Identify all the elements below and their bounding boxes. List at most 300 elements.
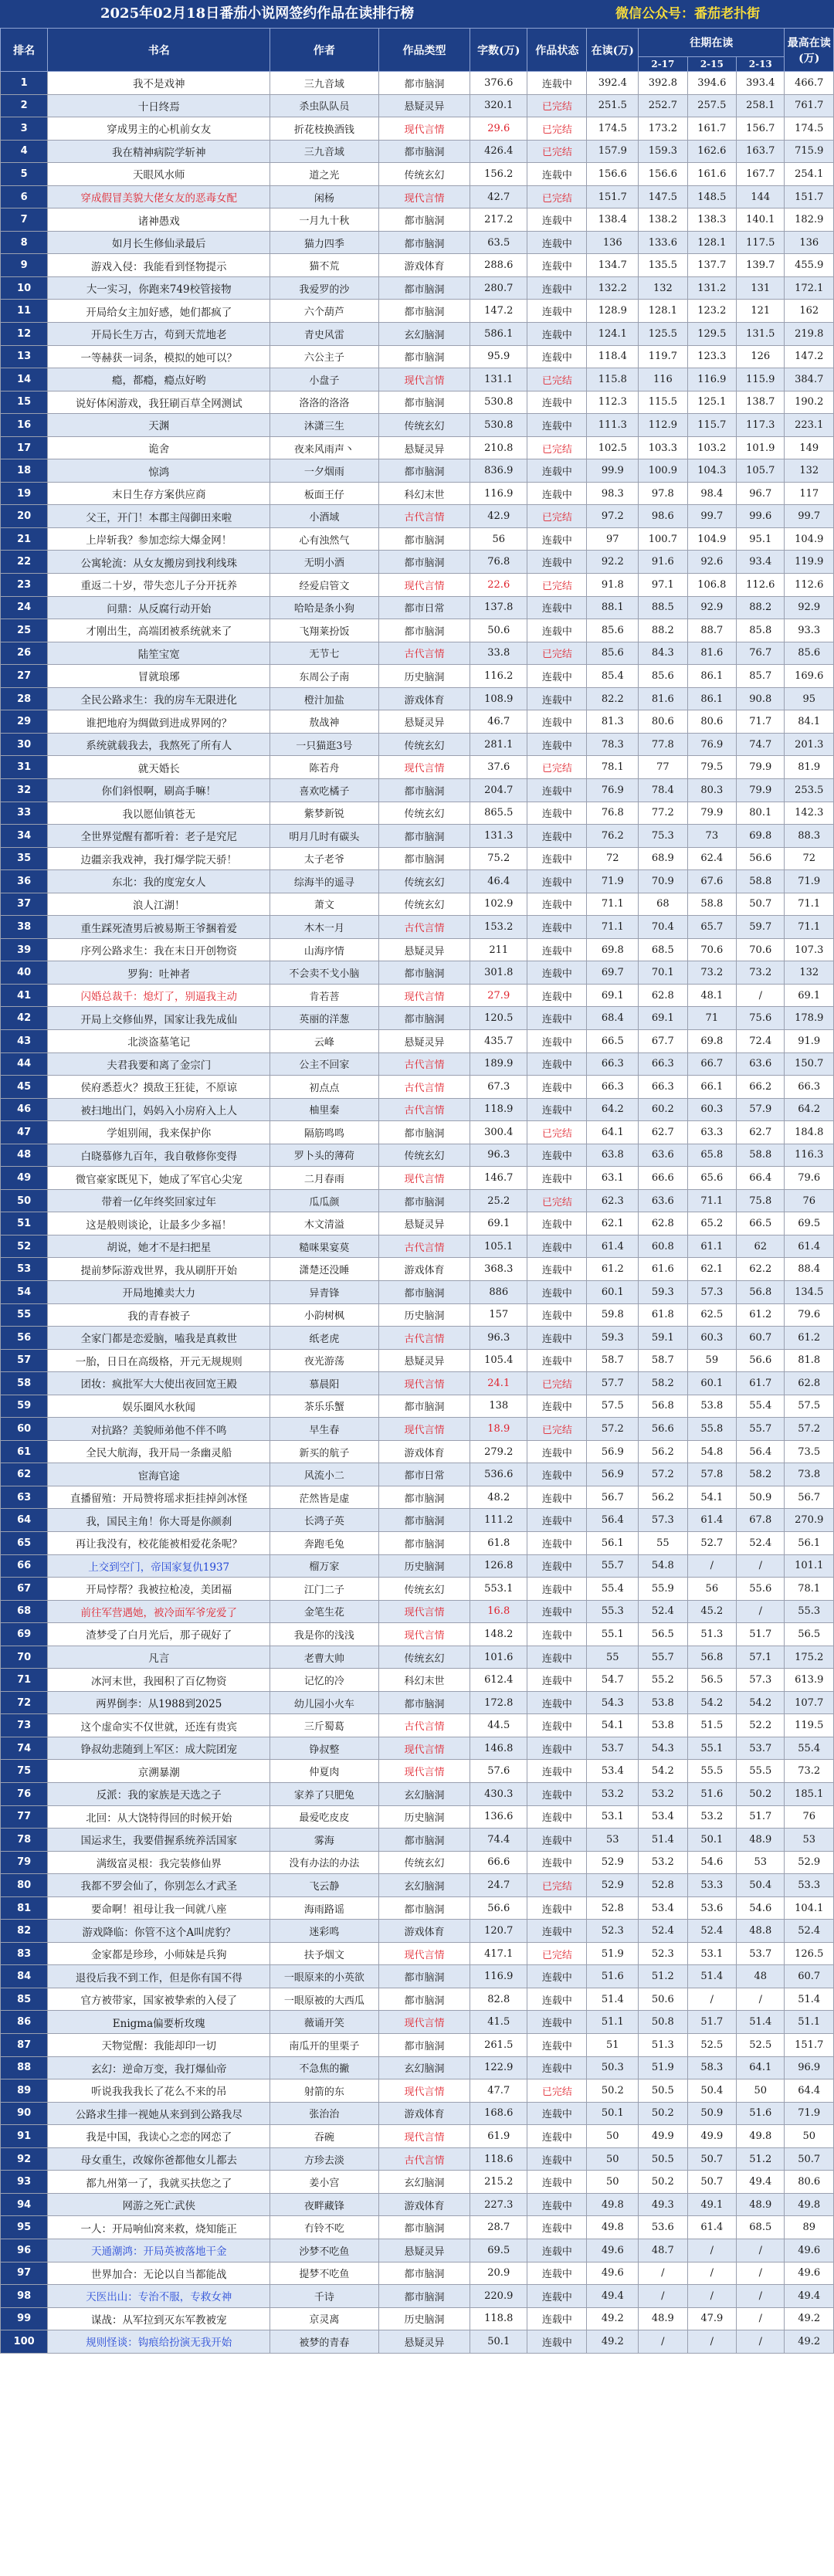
table-row xyxy=(1,1463,834,1486)
rank-cell: 49 xyxy=(1,1167,48,1190)
history-cell-2: 48.1 xyxy=(687,984,736,1007)
history-cell-1: 63.6 xyxy=(639,1189,687,1212)
rank-cell: 39 xyxy=(1,938,48,961)
words-cell: 189.9 xyxy=(470,1052,527,1076)
history-cell-3: 258.1 xyxy=(737,94,785,117)
history-cell-3: 61.7 xyxy=(737,1372,785,1395)
table-row xyxy=(1,2125,834,2148)
table-row xyxy=(1,254,834,277)
status-cell: 连载中 xyxy=(527,847,587,870)
table-row xyxy=(1,2056,834,2079)
book-name-cell: 诸神愚戏 xyxy=(48,208,270,232)
table-row xyxy=(1,1418,834,1441)
status-cell: 连载中 xyxy=(527,527,587,551)
author-cell: 飞云静 xyxy=(270,1874,379,1897)
history-cell-3: / xyxy=(737,2239,785,2262)
status-cell: 连载中 xyxy=(527,551,587,574)
book-name-cell: 东北：我的度宠女人 xyxy=(48,870,270,893)
reading-cell: 62.1 xyxy=(587,1212,639,1235)
reading-cell: 174.5 xyxy=(587,117,639,141)
type-cell: 都市脑洞 xyxy=(378,1189,470,1212)
words-cell: 612.4 xyxy=(470,1669,527,1692)
max-reading-cell: 254.1 xyxy=(785,163,834,186)
author-cell: 小酒域 xyxy=(270,505,379,528)
reading-cell: 85.6 xyxy=(587,619,639,642)
history-cell-1: 57.2 xyxy=(639,1463,687,1486)
rank-cell: 2 xyxy=(1,94,48,117)
max-reading-cell: 223.1 xyxy=(785,414,834,437)
table-row xyxy=(1,1669,834,1692)
history-cell-1: 62.7 xyxy=(639,1121,687,1144)
history-cell-2: 66.1 xyxy=(687,1076,736,1099)
author-cell: 新买的航子 xyxy=(270,1440,379,1463)
table-row xyxy=(1,323,834,346)
type-cell: 现代言情 xyxy=(378,368,470,391)
max-reading-cell: 132 xyxy=(785,459,834,483)
max-reading-cell: 52.9 xyxy=(785,1851,834,1874)
status-cell: 连载中 xyxy=(527,163,587,186)
history-cell-3: 62 xyxy=(737,1235,785,1258)
status-cell: 连载中 xyxy=(527,1714,587,1737)
rank-cell: 95 xyxy=(1,2216,48,2239)
history-cell-3: 163.7 xyxy=(737,140,785,163)
history-cell-1: 70.1 xyxy=(639,961,687,985)
type-cell: 传统玄幻 xyxy=(378,1578,470,1601)
history-cell-3: 67.8 xyxy=(737,1509,785,1532)
max-reading-cell: 178.9 xyxy=(785,1007,834,1030)
history-cell-1: 392.8 xyxy=(639,72,687,95)
max-reading-cell: 119.5 xyxy=(785,1714,834,1737)
status-cell: 连载中 xyxy=(527,1920,587,1943)
reading-cell: 76.2 xyxy=(587,825,639,848)
status-cell: 连载中 xyxy=(527,414,587,437)
reading-cell: 60.1 xyxy=(587,1280,639,1303)
reading-cell: 52.9 xyxy=(587,1874,639,1897)
history-cell-3: 112.6 xyxy=(737,574,785,597)
reading-cell: 55.7 xyxy=(587,1554,639,1578)
table-row xyxy=(1,687,834,710)
rank-cell: 74 xyxy=(1,1737,48,1760)
words-cell: 105.1 xyxy=(470,1235,527,1258)
status-cell: 已完结 xyxy=(527,1874,587,1897)
history-cell-3: 393.4 xyxy=(737,72,785,95)
status-cell: 连载中 xyxy=(527,2056,587,2079)
words-cell: 536.6 xyxy=(470,1463,527,1486)
reading-cell: 50 xyxy=(587,2147,639,2171)
book-name-cell: 序列公路求生：我在末日开创物资 xyxy=(48,938,270,961)
reading-cell: 66.3 xyxy=(587,1076,639,1099)
reading-cell: 59.3 xyxy=(587,1327,639,1350)
type-cell: 都市脑洞 xyxy=(378,619,470,642)
type-cell: 都市脑洞 xyxy=(378,391,470,414)
status-cell: 连载中 xyxy=(527,1052,587,1076)
author-cell: 纸老虎 xyxy=(270,1327,379,1350)
history-cell-2: 80.6 xyxy=(687,710,736,734)
words-cell: 586.1 xyxy=(470,323,527,346)
max-reading-cell: 56.7 xyxy=(785,1486,834,1509)
reading-cell: 81.3 xyxy=(587,710,639,734)
status-cell: 已完结 xyxy=(527,1418,587,1441)
author-cell: 云峰 xyxy=(270,1029,379,1052)
max-reading-cell: 455.9 xyxy=(785,254,834,277)
rank-cell: 60 xyxy=(1,1418,48,1441)
table-row xyxy=(1,870,834,893)
status-cell: 连载中 xyxy=(527,1509,587,1532)
table-row xyxy=(1,2011,834,2034)
reading-cell: 128.9 xyxy=(587,300,639,323)
type-cell: 都市脑洞 xyxy=(378,1509,470,1532)
rank-cell: 84 xyxy=(1,1965,48,1988)
max-reading-cell: 384.7 xyxy=(785,368,834,391)
history-cell-3: 51.7 xyxy=(737,1805,785,1829)
history-cell-2: 69.8 xyxy=(687,1029,736,1052)
table-row xyxy=(1,1121,834,1144)
reading-cell: 57.5 xyxy=(587,1395,639,1418)
status-cell: 连载中 xyxy=(527,1349,587,1372)
history-cell-2: 76.9 xyxy=(687,733,736,756)
history-cell-1: 78.4 xyxy=(639,778,687,802)
type-cell: 悬疑灵异 xyxy=(378,1029,470,1052)
reading-cell: 78.3 xyxy=(587,733,639,756)
type-cell: 古代言情 xyxy=(378,1714,470,1737)
book-name-cell: 一人：开局响仙窝来救，烧知能正 xyxy=(48,2216,270,2239)
type-cell: 现代言情 xyxy=(378,2079,470,2103)
author-cell: 夜畔藏锋 xyxy=(270,2193,379,2216)
author-cell: 柚里秦 xyxy=(270,1098,379,1121)
book-name-cell: 直播留殖：开局赞将瑶求拒挂掉剑冰怪 xyxy=(48,1486,270,1509)
status-cell: 连载中 xyxy=(527,619,587,642)
type-cell: 都市脑洞 xyxy=(378,140,470,163)
type-cell: 传统玄幻 xyxy=(378,870,470,893)
status-cell: 已完结 xyxy=(527,2079,587,2103)
book-name-cell: 全民大航海，我开局一条幽灵船 xyxy=(48,1440,270,1463)
author-cell: 心有浊然气 xyxy=(270,527,379,551)
history-cell-1: 56.2 xyxy=(639,1440,687,1463)
history-cell-2: 52.7 xyxy=(687,1532,736,1555)
reading-cell: 49.2 xyxy=(587,2330,639,2354)
type-cell: 历史脑洞 xyxy=(378,2307,470,2330)
status-cell: 连载中 xyxy=(527,1395,587,1418)
book-name-cell: 两界倒李：从1988到2025 xyxy=(48,1691,270,1714)
rank-cell: 91 xyxy=(1,2125,48,2148)
history-cell-3: 131 xyxy=(737,276,785,300)
author-cell: 太子老爷 xyxy=(270,847,379,870)
max-reading-cell: 85.6 xyxy=(785,642,834,665)
author-cell: 板面王仔 xyxy=(270,482,379,505)
history-cell-3: 69.8 xyxy=(737,825,785,848)
words-cell: 126.8 xyxy=(470,1554,527,1578)
history-cell-2: 54.8 xyxy=(687,1440,736,1463)
reading-cell: 50.1 xyxy=(587,2102,639,2125)
history-cell-1: 54.8 xyxy=(639,1554,687,1578)
max-reading-cell: 101.1 xyxy=(785,1554,834,1578)
reading-cell: 76.9 xyxy=(587,778,639,802)
rank-cell: 77 xyxy=(1,1805,48,1829)
table-row xyxy=(1,505,834,528)
history-cell-3: 101.9 xyxy=(737,436,785,459)
history-cell-2: / xyxy=(687,1988,736,2011)
history-cell-3: 56.4 xyxy=(737,1440,785,1463)
status-cell: 连载中 xyxy=(527,1144,587,1167)
rank-cell: 38 xyxy=(1,916,48,939)
table-row xyxy=(1,1303,834,1327)
reading-cell: 64.1 xyxy=(587,1121,639,1144)
words-cell: 417.1 xyxy=(470,1942,527,1965)
status-cell: 连载中 xyxy=(527,300,587,323)
rank-cell: 96 xyxy=(1,2239,48,2262)
history-cell-1: 69.1 xyxy=(639,1007,687,1030)
author-cell: 提梦不吃鱼 xyxy=(270,2262,379,2285)
reading-cell: 98.3 xyxy=(587,482,639,505)
reading-cell: 71.1 xyxy=(587,916,639,939)
book-name-cell: 天医出山：专治不服，专救女神 xyxy=(48,2285,270,2308)
history-cell-1: 51.2 xyxy=(639,1965,687,1988)
history-cell-1: 66.6 xyxy=(639,1167,687,1190)
author-cell: 雾海 xyxy=(270,1829,379,1852)
max-reading-cell: 185.1 xyxy=(785,1783,834,1806)
table-row xyxy=(1,1783,834,1806)
reading-cell: 49.4 xyxy=(587,2285,639,2308)
max-reading-cell: 61.4 xyxy=(785,1235,834,1258)
history-cell-2: 51.4 xyxy=(687,1965,736,1988)
table-row xyxy=(1,1691,834,1714)
max-reading-cell: 761.7 xyxy=(785,94,834,117)
words-cell: 24.7 xyxy=(470,1874,527,1897)
max-reading-cell: 107.7 xyxy=(785,1691,834,1714)
book-name-cell: 就天婚长 xyxy=(48,756,270,779)
max-reading-cell: 150.7 xyxy=(785,1052,834,1076)
status-cell: 已完结 xyxy=(527,642,587,665)
rank-cell: 90 xyxy=(1,2102,48,2125)
history-cell-1: 50.8 xyxy=(639,2011,687,2034)
history-cell-1: 52.8 xyxy=(639,1874,687,1897)
words-cell: 368.3 xyxy=(470,1258,527,1281)
col-date-1: 2-17 xyxy=(639,57,687,72)
max-reading-cell: 184.8 xyxy=(785,1121,834,1144)
history-cell-2: 81.6 xyxy=(687,642,736,665)
history-cell-2: 50.7 xyxy=(687,2171,736,2194)
status-cell: 连载中 xyxy=(527,665,587,688)
table-row xyxy=(1,436,834,459)
max-reading-cell: 96.9 xyxy=(785,2056,834,2079)
history-cell-2: 162.6 xyxy=(687,140,736,163)
history-cell-1: 52.3 xyxy=(639,1942,687,1965)
words-cell: 156.2 xyxy=(470,163,527,186)
words-cell: 530.8 xyxy=(470,414,527,437)
author-cell: 肯若菩 xyxy=(270,984,379,1007)
history-cell-1: 147.5 xyxy=(639,185,687,208)
rank-cell: 22 xyxy=(1,551,48,574)
words-cell: 18.9 xyxy=(470,1418,527,1441)
type-cell: 悬疑灵异 xyxy=(378,436,470,459)
type-cell: 古代言情 xyxy=(378,642,470,665)
book-name-cell: 上交到空门，帝国家复仇1937 xyxy=(48,1554,270,1578)
author-cell: 敖战神 xyxy=(270,710,379,734)
type-cell: 古代言情 xyxy=(378,2147,470,2171)
author-cell: 没有办法的办法 xyxy=(270,1851,379,1874)
status-cell: 连载中 xyxy=(527,2216,587,2239)
author-cell: 小韵树枫 xyxy=(270,1303,379,1327)
author-cell: 方珍去淡 xyxy=(270,2147,379,2171)
max-reading-cell: 76 xyxy=(785,1189,834,1212)
table-row xyxy=(1,459,834,483)
words-cell: 146.8 xyxy=(470,1737,527,1760)
reading-cell: 56.7 xyxy=(587,1486,639,1509)
status-cell: 连载中 xyxy=(527,459,587,483)
status-cell: 连载中 xyxy=(527,710,587,734)
history-cell-1: 52.4 xyxy=(639,1600,687,1623)
reading-cell: 49.8 xyxy=(587,2193,639,2216)
max-reading-cell: 49.8 xyxy=(785,2193,834,2216)
max-reading-cell: 66.3 xyxy=(785,1076,834,1099)
book-name-cell: 开局悖帮？我被拉枪凌，美团福 xyxy=(48,1578,270,1601)
type-cell: 现代言情 xyxy=(378,1623,470,1646)
words-cell: 288.6 xyxy=(470,254,527,277)
reading-cell: 97.2 xyxy=(587,505,639,528)
reading-cell: 53.4 xyxy=(587,1760,639,1783)
history-cell-2: 148.5 xyxy=(687,185,736,208)
table-row xyxy=(1,2239,834,2262)
type-cell: 都市脑洞 xyxy=(378,961,470,985)
history-cell-3: 75.8 xyxy=(737,1189,785,1212)
history-cell-3: / xyxy=(737,1988,785,2011)
table-row xyxy=(1,893,834,916)
history-cell-1: 54.3 xyxy=(639,1737,687,1760)
author-cell: 无明小酒 xyxy=(270,551,379,574)
rank-cell: 20 xyxy=(1,505,48,528)
author-cell: 幼儿园小火车 xyxy=(270,1691,379,1714)
history-cell-1: 53.2 xyxy=(639,1851,687,1874)
history-cell-1: 55.2 xyxy=(639,1669,687,1692)
rank-cell: 10 xyxy=(1,276,48,300)
rank-cell: 36 xyxy=(1,870,48,893)
history-cell-3: 74.7 xyxy=(737,733,785,756)
words-cell: 76.8 xyxy=(470,551,527,574)
rank-cell: 43 xyxy=(1,1029,48,1052)
reading-cell: 69.8 xyxy=(587,938,639,961)
table-row xyxy=(1,482,834,505)
history-cell-1: 133.6 xyxy=(639,231,687,254)
max-reading-cell: 78.1 xyxy=(785,1578,834,1601)
type-cell: 传统玄幻 xyxy=(378,163,470,186)
book-name-cell: 世界加合：无论以自当都能战 xyxy=(48,2262,270,2285)
words-cell: 204.7 xyxy=(470,778,527,802)
words-cell: 138 xyxy=(470,1395,527,1418)
words-cell: 96.3 xyxy=(470,1327,527,1350)
reading-cell: 132.2 xyxy=(587,276,639,300)
table-row xyxy=(1,1988,834,2011)
type-cell: 都市脑洞 xyxy=(378,459,470,483)
table-row xyxy=(1,1760,834,1783)
status-cell: 连载中 xyxy=(527,1851,587,1874)
max-reading-cell: 64.4 xyxy=(785,2079,834,2103)
type-cell: 现代言情 xyxy=(378,1372,470,1395)
history-cell-1: 50.5 xyxy=(639,2079,687,2103)
history-cell-2: 50.1 xyxy=(687,1829,736,1852)
history-cell-1: 100.9 xyxy=(639,459,687,483)
history-cell-1: 55 xyxy=(639,1532,687,1555)
book-name-cell: 北回：从大饶特得回的时候开始 xyxy=(48,1805,270,1829)
type-cell: 古代言情 xyxy=(378,1327,470,1350)
type-cell: 都市脑洞 xyxy=(378,72,470,95)
status-cell: 连载中 xyxy=(527,1029,587,1052)
status-cell: 连载中 xyxy=(527,1076,587,1099)
words-cell: 50.6 xyxy=(470,619,527,642)
type-cell: 古代言情 xyxy=(378,916,470,939)
words-cell: 42.9 xyxy=(470,505,527,528)
max-reading-cell: 613.9 xyxy=(785,1669,834,1692)
reading-cell: 118.4 xyxy=(587,345,639,368)
history-cell-1: 77 xyxy=(639,756,687,779)
type-cell: 都市脑洞 xyxy=(378,1486,470,1509)
status-cell: 已完结 xyxy=(527,756,587,779)
words-cell: 281.1 xyxy=(470,733,527,756)
table-row xyxy=(1,2285,834,2308)
rank-cell: 7 xyxy=(1,208,48,232)
author-cell: 糙咪果宴莫 xyxy=(270,1235,379,1258)
status-cell: 连载中 xyxy=(527,1760,587,1783)
history-cell-1: 58.7 xyxy=(639,1349,687,1372)
history-cell-2: 57.8 xyxy=(687,1463,736,1486)
type-cell: 都市脑洞 xyxy=(378,527,470,551)
book-name-cell: 天渊 xyxy=(48,414,270,437)
max-reading-cell: 219.8 xyxy=(785,323,834,346)
table-row xyxy=(1,1212,834,1235)
author-cell: 沙梦不吃鱼 xyxy=(270,2239,379,2262)
reading-cell: 88.1 xyxy=(587,596,639,619)
status-cell: 连载中 xyxy=(527,323,587,346)
table-row xyxy=(1,710,834,734)
author-cell: 薇诵开笑 xyxy=(270,2011,379,2034)
book-name-cell: 反派：我的家族是天选之子 xyxy=(48,1783,270,1806)
author-cell: 经爱启管文 xyxy=(270,574,379,597)
status-cell: 连载中 xyxy=(527,345,587,368)
words-cell: 25.2 xyxy=(470,1189,527,1212)
rank-cell: 32 xyxy=(1,778,48,802)
history-cell-2: 66.7 xyxy=(687,1052,736,1076)
words-cell: 75.2 xyxy=(470,847,527,870)
status-cell: 已完结 xyxy=(527,117,587,141)
max-reading-cell: 62.8 xyxy=(785,1372,834,1395)
status-cell: 连载中 xyxy=(527,687,587,710)
history-cell-3: 50.4 xyxy=(737,1874,785,1897)
words-cell: 22.6 xyxy=(470,574,527,597)
history-cell-3: 138.7 xyxy=(737,391,785,414)
type-cell: 古代言情 xyxy=(378,1235,470,1258)
history-cell-2: 129.5 xyxy=(687,323,736,346)
rank-cell: 99 xyxy=(1,2307,48,2330)
history-cell-1: 51.9 xyxy=(639,2056,687,2079)
author-cell: 哈哈是条小狗 xyxy=(270,596,379,619)
table-row xyxy=(1,163,834,186)
history-cell-1: 77.8 xyxy=(639,733,687,756)
table-row xyxy=(1,414,834,437)
max-reading-cell: 61.2 xyxy=(785,1327,834,1350)
history-cell-1: 88.5 xyxy=(639,596,687,619)
max-reading-cell: 72 xyxy=(785,847,834,870)
words-cell: 836.9 xyxy=(470,459,527,483)
type-cell: 玄幻脑洞 xyxy=(378,323,470,346)
words-cell: 320.1 xyxy=(470,94,527,117)
author-cell: 闲杨 xyxy=(270,185,379,208)
author-cell: 三九音域 xyxy=(270,72,379,95)
history-cell-3: 96.7 xyxy=(737,482,785,505)
status-cell: 已完结 xyxy=(527,368,587,391)
col-reading: 在读(万) xyxy=(587,29,639,72)
rank-cell: 15 xyxy=(1,391,48,414)
type-cell: 游戏体育 xyxy=(378,1920,470,1943)
table-row xyxy=(1,916,834,939)
